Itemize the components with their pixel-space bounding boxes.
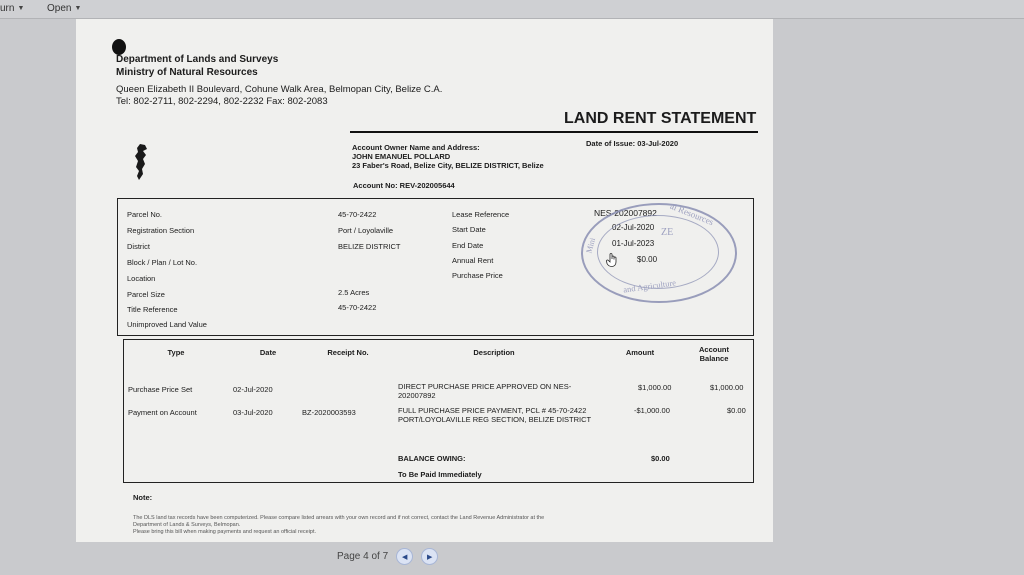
crest-icon: [112, 39, 126, 55]
parcel-label: Registration Section: [127, 226, 195, 235]
parcel-details-box: [117, 198, 754, 336]
turn-menu[interactable]: [0, 3, 24, 14]
note-line: Please bring this bill when making payments and request an official receipt.: [133, 529, 317, 535]
lease-label: Purchase Price: [452, 271, 503, 280]
previous-page-button[interactable]: [396, 548, 413, 565]
page-navigator: [337, 548, 438, 565]
office-address: Queen Elizabeth II Boulevard, Cohune Walk Area, Belmopan City, Belize C.A.: [116, 84, 443, 95]
column-header-amount: Amount: [625, 348, 655, 357]
open-menu[interactable]: [47, 3, 81, 14]
parcel-label: Unimproved Land Value: [127, 320, 207, 329]
ministry-name: Ministry of Natural Resources: [116, 67, 258, 78]
office-phones: Tel: 802-2711, 802-2294, 802-2232 Fax: 802-2083: [116, 96, 328, 107]
official-stamp: [581, 200, 737, 303]
statement-title: LAND RENT STATEMENT: [564, 110, 757, 127]
payment-instruction: To Be Paid Immediately: [398, 470, 482, 479]
row-description: FULL PURCHASE PRICE PAYMENT, PCL # 45-70-2422 PORT/LOYOLAVILLE REG SECTION, BELIZE DISTRICT: [398, 406, 592, 424]
title-reference-value: 45-70-2422: [338, 303, 377, 312]
lease-reference-value: NES-202007892: [594, 208, 657, 218]
registration-section-value: Port / Loyolaville: [338, 226, 394, 235]
owner-name: JOHN EMANUEL POLLARD: [352, 152, 451, 161]
row-balance: $1,000.00: [710, 383, 744, 392]
district-value: BELIZE DISTRICT: [338, 242, 401, 251]
row-type: Purchase Price Set: [128, 385, 193, 394]
title-rule: [350, 131, 758, 133]
issue-date: Date of Issue: 03-Jul-2020: [586, 139, 679, 148]
open-menu-label: Open: [47, 3, 72, 14]
chevron-down-icon: ▼: [17, 5, 25, 12]
stamp-bottom-text: and Agriculture: [622, 277, 677, 295]
page-indicator: Page 4 of 7: [337, 551, 389, 562]
end-date-value: 01-Jul-2023: [612, 239, 655, 248]
viewer-toolbar: [0, 0, 1024, 19]
note-label: Note:: [133, 493, 153, 502]
column-header-receipt: Receipt No.: [327, 348, 369, 357]
parcel-size-value: 2.5 Acres: [338, 288, 370, 297]
parcel-label: Block / Plan / Lot No.: [127, 258, 198, 267]
lease-label: End Date: [452, 241, 484, 250]
owner-address: 23 Faber's Road, Belize City, BELIZE DISTRICT, Belize: [352, 161, 544, 170]
chevron-down-icon: ▼: [74, 5, 82, 12]
transactions-table: [123, 339, 754, 483]
stamp-top-text: al Resources: [668, 200, 715, 228]
owner-label: Account Owner Name and Address:: [352, 143, 480, 152]
note-line: Department of Lands & Surveys, Belmopan.: [133, 522, 241, 528]
row-description: DIRECT PURCHASE PRICE APPROVED ON NES-202007892: [398, 382, 572, 400]
lease-label: Lease Reference: [452, 210, 510, 219]
row-receipt: BZ-2020003593: [302, 408, 356, 417]
lease-label: Annual Rent: [452, 256, 494, 265]
stamp-middle-text: ZE: [661, 227, 674, 238]
hand-cursor-icon: [606, 253, 618, 267]
row-balance: $0.00: [727, 406, 746, 415]
parcel-label: Title Reference: [127, 305, 178, 314]
document-page: [76, 19, 773, 542]
start-date-value: 02-Jul-2020: [612, 223, 655, 232]
parcel-no-value: 45-70-2422: [338, 210, 377, 219]
row-amount: $1,000.00: [638, 383, 672, 392]
account-number: Account No: REV-202005644: [353, 181, 455, 190]
parcel-label: Parcel Size: [127, 290, 165, 299]
belize-map-icon: [134, 143, 148, 181]
chevron-left-icon: ◀: [401, 553, 408, 561]
annual-rent-value: $0.00: [637, 255, 658, 264]
next-page-button[interactable]: [421, 548, 438, 565]
parcel-label: Location: [127, 274, 156, 283]
column-header-description: Description: [473, 348, 515, 357]
row-amount: -$1,000.00: [634, 406, 670, 415]
note-line: The DLS land tax records have been computerized. Please compare listed arrears with your own record and if not correct, contact the Land Revenue Administrator at the: [133, 515, 545, 521]
official-stamp-inner-ring: [597, 215, 719, 289]
lease-label: Start Date: [452, 225, 486, 234]
balance-owing-label: BALANCE OWING:: [398, 454, 466, 463]
parcel-label: District: [127, 242, 150, 251]
row-date: 03-Jul-2020: [233, 408, 273, 417]
chevron-right-icon: ▶: [426, 553, 433, 561]
department-name: Department of Lands and Surveys: [116, 54, 279, 65]
turn-menu-label: urn: [0, 3, 15, 14]
stamp-left-text: Mini: [584, 236, 598, 255]
column-header-balance: Account Balance: [699, 345, 729, 363]
row-type: Payment on Account: [128, 408, 197, 417]
row-date: 02-Jul-2020: [233, 385, 273, 394]
column-header-date: Date: [259, 348, 277, 357]
column-header-type: Type: [167, 348, 185, 357]
balance-owing-value: $0.00: [651, 454, 670, 463]
parcel-label: Parcel No.: [127, 210, 163, 219]
